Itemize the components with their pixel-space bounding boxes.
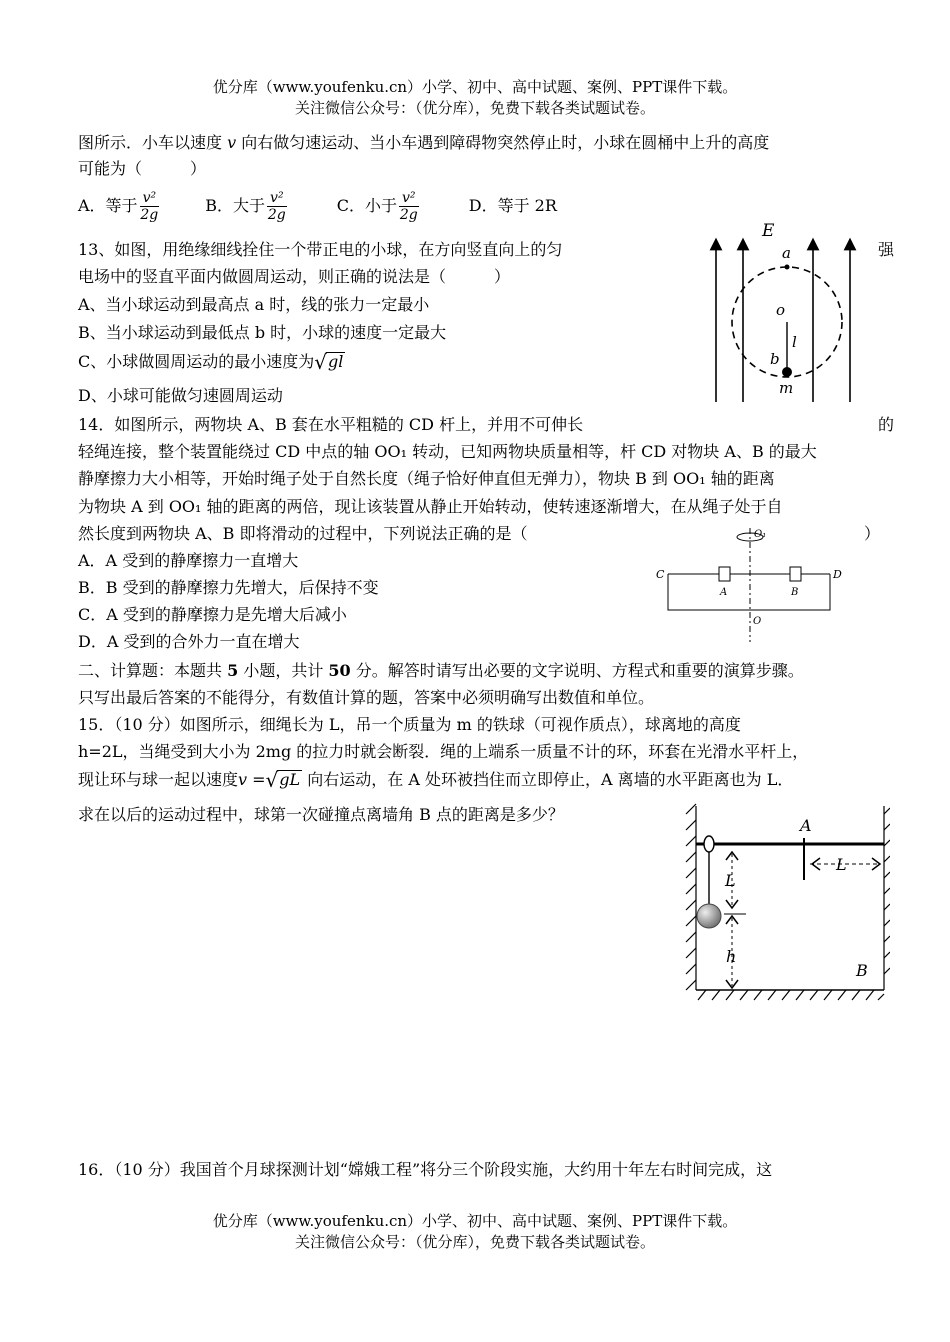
q14-line-1-tail: 的 xyxy=(878,415,895,434)
floor xyxy=(696,990,884,1000)
q13-field-figure xyxy=(680,222,870,412)
label-o: o xyxy=(776,301,786,319)
label-E: E xyxy=(762,222,775,241)
q13-option-c: C、小球做圆周运动的最小速度为√gl xyxy=(78,350,344,374)
q14-option-c: C．A 受到的静摩擦力是先增大后减小 xyxy=(78,605,347,624)
header-line-1: 优分库（www.youfenku.cn）小学、初中、高中试题、案例、PPT课件下载。 xyxy=(212,78,738,96)
label-l: l xyxy=(792,333,797,351)
q15-line-4: 求在以后的运动过程中，球第一次碰撞点离墙角 B 点的距离是多少？ xyxy=(78,805,564,824)
q12-option-d: D．等于 2R xyxy=(468,196,557,215)
right-wall xyxy=(884,806,890,990)
q13-line-1-tail: 强 xyxy=(878,240,895,259)
q14-line-2: 轻绳连接，整个装置能绕过 CD 中点的轴 OO₁ 转动，已知两物块质量相等，杆 CD 对物块 A、B 的最大 xyxy=(78,442,817,461)
q16-line-1: 16．（10 分）我国首个月球探测计划“嫦娥工程”将分三个阶段实施，大约用十年左右时间完成，这 xyxy=(78,1160,773,1179)
label-L-right: L xyxy=(836,855,847,874)
header-line-2: 关注微信公众号：（优分库），免费下载各类试题试卷。 xyxy=(294,99,655,117)
section2-line-1: 二、计算题：本题共 5 小题，共计 50 分。解答时请写出必要的文字说明、方程式和重要的演算步骤。 xyxy=(78,661,804,680)
q12-option-c: C．小于 $\frac{\text{v²}}{2g}$ xyxy=(336,190,418,223)
label-A: A xyxy=(720,587,728,598)
q14-rod-figure xyxy=(650,524,850,646)
label-O1: O₁ xyxy=(754,529,767,540)
left-wall xyxy=(686,804,696,990)
q13-option-b: B、当小球运动到最低点 b 时，小球的速度一定最大 xyxy=(78,323,447,342)
frame xyxy=(668,574,830,610)
q12-options xyxy=(78,186,557,226)
point-a-dot xyxy=(785,265,790,270)
iron-ball xyxy=(697,904,721,928)
q13-option-a: A、当小球运动到最高点 a 时，线的张力一定最小 xyxy=(78,295,430,314)
q14-option-a: A．A 受到的静摩擦力一直增大 xyxy=(78,551,299,570)
q15-line-2: h=2L，当绳受到大小为 2mg 的拉力时就会断裂．绳的上端系一质量不计的环，环套在光滑水平杆上， xyxy=(78,742,809,761)
q14-line-5-tail: ） xyxy=(864,524,881,543)
block-b xyxy=(790,567,801,581)
label-h: h xyxy=(726,947,737,966)
q13-line-2: 电场中的竖直平面内做圆周运动，则正确的说法是（ ） xyxy=(78,267,511,286)
footer-line-1: 优分库（www.youfenku.cn）小学、初中、高中试题、案例、PPT课件下载。 xyxy=(212,1212,738,1230)
label-B: B xyxy=(791,587,799,598)
q14-option-d: D．A 受到的合外力一直在增大 xyxy=(78,632,300,651)
label-O: O xyxy=(753,616,762,627)
block-a xyxy=(719,567,730,581)
q14-line-5: 然长度到两物块 A、B 即将滑动的过程中，下列说法正确的是（ xyxy=(78,524,528,543)
q13-line-1: 13、如图，用绝缘细线拴住一个带正电的小球，在方向竖直向上的匀 xyxy=(78,240,563,259)
q14-line-1: 14．如图所示，两物块 A、B 套在水平粗糙的 CD 杆上，并用不可伸长 xyxy=(78,415,584,434)
label-L: L xyxy=(725,871,736,890)
q12-line-2: 可能为（ ） xyxy=(78,159,207,178)
q15-line-1: 15．（10 分）如图所示，细绳长为 L，吊一个质量为 m 的铁球（可视作质点），球离地的高度 xyxy=(78,715,741,734)
label-C: C xyxy=(656,568,665,581)
q12-option-b: B．大于 $\frac{\text{v²}}{2g}$ xyxy=(205,190,286,223)
label-m: m xyxy=(779,379,794,397)
ball-m xyxy=(782,367,792,377)
footer-line-2: 关注微信公众号：（优分库），免费下载各类试题试卷。 xyxy=(294,1233,655,1251)
q14-line-4: 为物块 A 到 OO₁ 轴的距离的两倍，现让该装置从静止开始转动，使转速逐渐增大，在从绳子处于自 xyxy=(78,497,783,516)
label-a: a xyxy=(782,244,791,262)
label-B: B xyxy=(856,961,868,980)
ring xyxy=(704,836,714,852)
q12-option-a: A．等于 $\frac{\text{v²}}{2g}$ xyxy=(78,190,159,223)
q15-figure xyxy=(680,800,890,1005)
label-D: D xyxy=(833,568,842,581)
q14-option-b: B．B 受到的静摩擦力先增大，后保持不变 xyxy=(78,578,379,597)
label-b: b xyxy=(770,350,780,368)
section2-line-2: 只写出最后答案的不能得分，有数值计算的题，答案中必须明确写出数值和单位。 xyxy=(78,688,655,707)
label-A: A xyxy=(800,816,812,835)
q12-line-1: 图所示．小车以速度 v 向右做匀速运动、当小车遇到障碍物突然停止时，小球在圆桶中上升的高度 xyxy=(78,133,770,152)
q13-option-d: D、小球可能做匀速圆周运动 xyxy=(78,386,283,405)
q15-line-3: 现让环与球一起以速度v =√gL 向右运动，在 A 处环被挡住而立即停止，A 离墙的水平距离也为 L． xyxy=(78,768,794,792)
q14-line-3: 静摩擦力大小相等，开始时绳子处于自然长度（绳子恰好伸直但无弹力），物块 B 到 OO₁ 轴的距离 xyxy=(78,469,775,488)
